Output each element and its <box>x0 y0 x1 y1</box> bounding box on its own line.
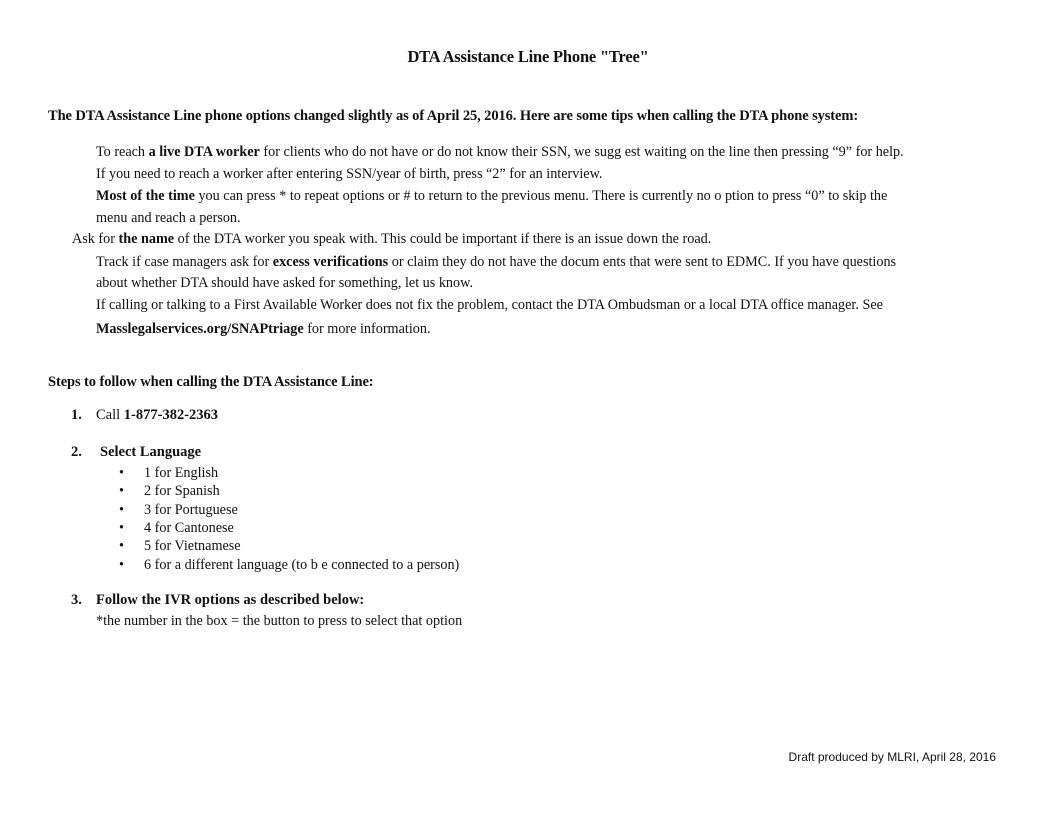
tip-repeat-options-cont: menu and reach a person. <box>96 210 241 226</box>
tip-text: for more information. <box>303 321 431 337</box>
step-number: 3. <box>71 592 82 608</box>
tip-text: you can press * to repeat options or # to return to the previous menu. There is currently no o ption to press “0” to skip the <box>194 188 888 204</box>
list-item <box>119 465 218 482</box>
step-call <box>96 407 218 424</box>
tip-text: or claim they do not have the docum ents that were sent to EDMC. If you have questions <box>388 254 897 270</box>
step-number: 2. <box>71 444 82 460</box>
tip-emphasis: the name <box>118 231 175 247</box>
step-text: Call <box>96 407 124 423</box>
steps-heading: Steps to follow when calling the DTA Assistance Line: <box>48 374 374 390</box>
snap-triage-link[interactable]: Masslegalservices.org/SNAPtriage <box>96 321 304 337</box>
bullet-icon: • <box>119 483 124 499</box>
list-item <box>119 538 241 555</box>
bullet-icon: • <box>119 520 124 536</box>
bullet-icon: • <box>119 465 124 481</box>
ivr-note: *the number in the box = the button to press to select that option <box>96 613 463 629</box>
bullet-icon: • <box>119 538 124 554</box>
language-option: 3 for Portuguese <box>144 502 238 518</box>
tip-interview: If you need to reach a worker after entering SSN/year of birth, press “2” for an interview. <box>96 166 603 182</box>
language-option: 5 for Vietnamese <box>144 538 241 554</box>
phone-number: 1-877-382-2363 <box>123 407 219 423</box>
tip-ombudsman: If calling or talking to a First Available Worker does not fix the problem, contact the DTA Ombudsman or a local DTA office manager. See <box>96 297 883 313</box>
list-item <box>119 520 234 537</box>
tip-text: To reach <box>96 144 149 160</box>
tip-text: for clients who do not have or do not know their SSN, we sugg est waiting on the line then pressing “9” for help. <box>259 144 904 160</box>
tip-ombudsman-cont <box>96 320 431 338</box>
list-item <box>119 557 459 574</box>
intro-paragraph: The DTA Assistance Line phone options changed slightly as of April 25, 2016. Here are some tips when calling the DTA phone system: <box>48 108 859 124</box>
bullet-icon: • <box>119 557 124 573</box>
step-select-language: Select Language <box>100 444 202 460</box>
tip-emphasis: excess verifications <box>272 254 389 270</box>
step-number: 1. <box>71 407 82 423</box>
tip-text: of the DTA worker you speak with. This could be important if there is an issue down the road. <box>174 231 712 247</box>
tip-excess-verifications-cont: about whether DTA should have asked for something, let us know. <box>96 275 473 291</box>
tip-excess-verifications <box>96 253 896 271</box>
tip-text: Ask for <box>72 231 119 247</box>
step-follow-ivr: Follow the IVR options as described below: <box>96 592 365 608</box>
language-option: 2 for Spanish <box>144 483 220 499</box>
language-option: 1 for English <box>144 465 219 481</box>
tip-worker-name <box>72 230 711 248</box>
tip-repeat-options <box>96 187 887 205</box>
language-option: 6 for a different language (to b e connected to a person) <box>144 557 460 573</box>
list-item <box>119 483 220 500</box>
tip-emphasis: Most of the time <box>96 188 195 204</box>
tip-emphasis: a live DTA worker <box>148 144 260 160</box>
list-item <box>119 502 238 519</box>
page-title: DTA Assistance Line Phone "Tree" <box>407 47 649 66</box>
bullet-icon: • <box>119 502 124 518</box>
language-option: 4 for Cantonese <box>144 520 234 536</box>
tip-live-worker <box>96 143 904 161</box>
draft-footer: Draft produced by MLRI, April 28, 2016 <box>788 750 996 764</box>
tip-text: Track if case managers ask for <box>96 254 273 270</box>
